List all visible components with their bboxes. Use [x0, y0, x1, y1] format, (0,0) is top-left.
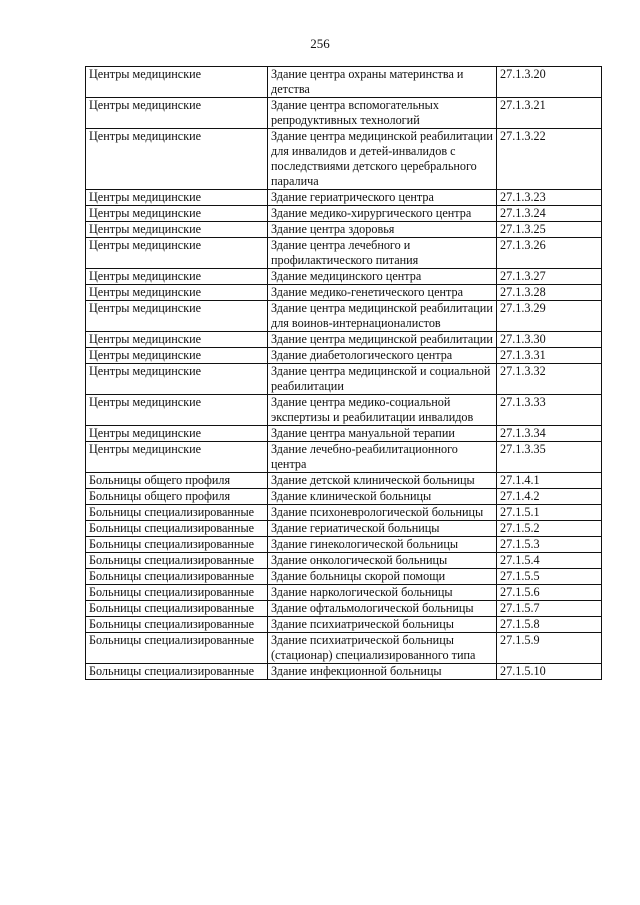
code-cell: 27.1.5.7 [497, 601, 602, 617]
category-cell: Центры медицинские [86, 364, 268, 395]
code-cell: 27.1.3.24 [497, 206, 602, 222]
table-body [86, 67, 602, 680]
code-cell: 27.1.3.23 [497, 190, 602, 206]
category-cell: Центры медицинские [86, 98, 268, 129]
building-type-cell: Здание онкологической больницы [268, 553, 497, 569]
building-type-cell: Здание диабетологического центра [268, 348, 497, 364]
table-row [86, 664, 602, 680]
code-cell: 27.1.5.10 [497, 664, 602, 680]
category-cell: Центры медицинские [86, 206, 268, 222]
building-type-cell: Здание лечебно-реабилитационного центра [268, 442, 497, 473]
table-row [86, 489, 602, 505]
code-cell: 27.1.3.34 [497, 426, 602, 442]
code-cell: 27.1.3.22 [497, 129, 602, 190]
code-cell: 27.1.5.6 [497, 585, 602, 601]
table-row [86, 222, 602, 238]
category-cell: Больницы специализированные [86, 585, 268, 601]
table-row [86, 553, 602, 569]
code-cell: 27.1.4.2 [497, 489, 602, 505]
building-type-cell: Здание детской клинической больницы [268, 473, 497, 489]
table-row [86, 206, 602, 222]
category-cell: Больницы специализированные [86, 617, 268, 633]
category-cell: Центры медицинские [86, 332, 268, 348]
building-type-cell: Здание центра медицинской реабилитации [268, 332, 497, 348]
code-cell: 27.1.3.30 [497, 332, 602, 348]
code-cell: 27.1.5.8 [497, 617, 602, 633]
table-row [86, 537, 602, 553]
table-row [86, 617, 602, 633]
table-row [86, 473, 602, 489]
building-type-cell: Здание медицинского центра [268, 269, 497, 285]
table-row [86, 190, 602, 206]
building-type-cell: Здание центра медицинской реабилитации для воинов-интернационалистов [268, 301, 497, 332]
code-cell: 27.1.3.29 [497, 301, 602, 332]
building-type-cell: Здание центра медицинской реабилитации для инвалидов и детей-инвалидов с последствиями детского церебрального паралича [268, 129, 497, 190]
building-type-cell: Здание психоневрологической больницы [268, 505, 497, 521]
table-row [86, 442, 602, 473]
building-type-cell: Здание центра лечебного и профилактического питания [268, 238, 497, 269]
table-row [86, 569, 602, 585]
table-row [86, 301, 602, 332]
code-cell: 27.1.4.1 [497, 473, 602, 489]
building-type-cell: Здание клинической больницы [268, 489, 497, 505]
code-cell: 27.1.3.21 [497, 98, 602, 129]
code-cell: 27.1.5.2 [497, 521, 602, 537]
building-type-cell: Здание медико-генетического центра [268, 285, 497, 301]
table-row [86, 505, 602, 521]
code-cell: 27.1.5.3 [497, 537, 602, 553]
category-cell: Больницы специализированные [86, 537, 268, 553]
table-row [86, 332, 602, 348]
code-cell: 27.1.3.27 [497, 269, 602, 285]
category-cell: Центры медицинские [86, 426, 268, 442]
category-cell: Центры медицинские [86, 269, 268, 285]
category-cell: Центры медицинские [86, 222, 268, 238]
category-cell: Центры медицинские [86, 129, 268, 190]
building-type-cell: Здание психиатрической больницы [268, 617, 497, 633]
table-row [86, 585, 602, 601]
code-cell: 27.1.5.5 [497, 569, 602, 585]
building-type-cell: Здание центра охраны материнства и детства [268, 67, 497, 98]
code-cell: 27.1.3.25 [497, 222, 602, 238]
code-cell: 27.1.3.35 [497, 442, 602, 473]
category-cell: Центры медицинские [86, 442, 268, 473]
table-row [86, 67, 602, 98]
code-cell: 27.1.3.32 [497, 364, 602, 395]
category-cell: Больницы общего профиля [86, 489, 268, 505]
category-cell: Больницы специализированные [86, 521, 268, 537]
category-cell: Центры медицинские [86, 190, 268, 206]
table-row [86, 633, 602, 664]
building-type-cell: Здание наркологической больницы [268, 585, 497, 601]
category-cell: Больницы специализированные [86, 633, 268, 664]
category-cell: Больницы специализированные [86, 569, 268, 585]
table-row [86, 238, 602, 269]
category-cell: Больницы специализированные [86, 505, 268, 521]
building-type-cell: Здание гериатической больницы [268, 521, 497, 537]
table-row [86, 285, 602, 301]
category-cell: Больницы специализированные [86, 601, 268, 617]
building-type-cell: Здание больницы скорой помощи [268, 569, 497, 585]
category-cell: Центры медицинские [86, 67, 268, 98]
building-type-cell: Здание гинекологической больницы [268, 537, 497, 553]
code-cell: 27.1.5.1 [497, 505, 602, 521]
classification-table [85, 66, 602, 680]
table-row [86, 348, 602, 364]
code-cell: 27.1.3.20 [497, 67, 602, 98]
category-cell: Центры медицинские [86, 238, 268, 269]
building-type-cell: Здание инфекционной больницы [268, 664, 497, 680]
category-cell: Центры медицинские [86, 285, 268, 301]
table-row [86, 364, 602, 395]
category-cell: Центры медицинские [86, 301, 268, 332]
code-cell: 27.1.3.28 [497, 285, 602, 301]
category-cell: Больницы специализированные [86, 553, 268, 569]
building-type-cell: Здание психиатрической больницы (стационар) специализированного типа [268, 633, 497, 664]
category-cell: Больницы специализированные [86, 664, 268, 680]
building-type-cell: Здание медико-хирургического центра [268, 206, 497, 222]
table-row [86, 521, 602, 537]
table-row [86, 98, 602, 129]
category-cell: Центры медицинские [86, 348, 268, 364]
table-row [86, 426, 602, 442]
table-row [86, 601, 602, 617]
building-type-cell: Здание центра здоровья [268, 222, 497, 238]
page-number: 256 [310, 36, 330, 51]
category-cell: Больницы общего профиля [86, 473, 268, 489]
building-type-cell: Здание центра медицинской и социальной реабилитации [268, 364, 497, 395]
table-row [86, 269, 602, 285]
table-row [86, 395, 602, 426]
building-type-cell: Здание центра вспомогательных репродуктивных технологий [268, 98, 497, 129]
code-cell: 27.1.3.26 [497, 238, 602, 269]
building-type-cell: Здание офтальмологической больницы [268, 601, 497, 617]
table-row [86, 129, 602, 190]
building-type-cell: Здание гериатрического центра [268, 190, 497, 206]
building-type-cell: Здание центра медико-социальной экспертизы и реабилитации инвалидов [268, 395, 497, 426]
code-cell: 27.1.5.9 [497, 633, 602, 664]
category-cell: Центры медицинские [86, 395, 268, 426]
code-cell: 27.1.3.31 [497, 348, 602, 364]
code-cell: 27.1.5.4 [497, 553, 602, 569]
code-cell: 27.1.3.33 [497, 395, 602, 426]
building-type-cell: Здание центра мануальной терапии [268, 426, 497, 442]
